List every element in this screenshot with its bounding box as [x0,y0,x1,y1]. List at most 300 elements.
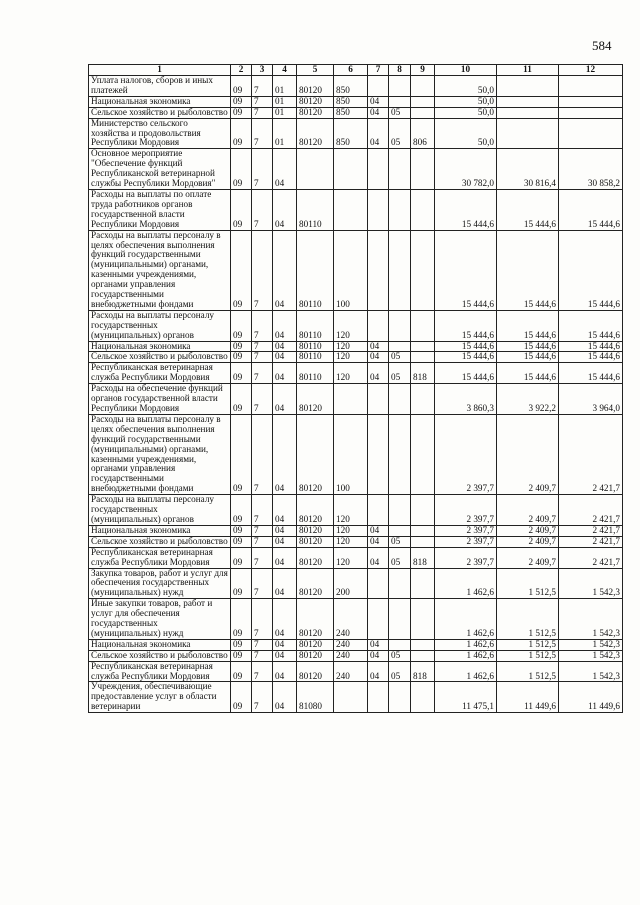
cell-code-subsection [389,384,411,415]
cell-code-section [368,384,389,415]
cell-code-activity: 04 [273,525,297,536]
cell-code-ministry [411,650,435,661]
cell-code-ministry [411,352,435,363]
cell-code-ministry [411,639,435,650]
cell-amount-year-3 [559,76,623,97]
cell-code-activity: 04 [273,639,297,650]
cell-code-direction: 81080 [297,682,334,713]
cell-code-expense-type: 850 [334,107,368,118]
cell-code-section [368,189,389,230]
cell-amount-year-1: 15 444,6 [435,363,497,384]
cell-amount-year-1: 2 397,7 [435,547,497,568]
table-body [89,76,623,713]
cell-code-direction [297,149,334,190]
cell-amount-year-2: 1 512,5 [497,599,559,640]
cell-amount-year-1: 15 444,6 [435,230,497,310]
cell-code-expense-type: 120 [334,495,368,526]
cell-code-expense-type: 850 [334,118,368,149]
cell-code-section: 04 [368,650,389,661]
cell-code-direction: 80120 [297,76,334,97]
cell-code-subsection [389,230,411,310]
cell-item-name: Сельское хозяйство и рыболовство [89,352,231,363]
cell-code-program: 09 [231,107,252,118]
cell-item-name: Расходы на выплаты персоналу государственных (муниципальных) органов [89,310,231,341]
cell-item-name: Национальная экономика [89,639,231,650]
cell-code-section: 04 [368,363,389,384]
cell-amount-year-3: 3 964,0 [559,384,623,415]
budget-table [88,64,623,713]
cell-amount-year-3: 2 421,7 [559,536,623,547]
cell-amount-year-2 [497,76,559,97]
cell-code-subprogram: 7 [252,363,273,384]
page-number: 584 [592,38,612,53]
cell-code-ministry [411,525,435,536]
cell-item-name: Расходы на выплаты по оплате труда работников органов государственной власти Республики Мордовия [89,189,231,230]
cell-code-direction: 80120 [297,639,334,650]
cell-code-subsection [389,76,411,97]
cell-code-subprogram: 7 [252,107,273,118]
cell-amount-year-1: 3 860,3 [435,384,497,415]
cell-amount-year-1: 15 444,6 [435,352,497,363]
column-header-2: 2 [231,65,252,76]
cell-code-direction: 80110 [297,189,334,230]
cell-amount-year-1: 50,0 [435,107,497,118]
cell-code-expense-type: 120 [334,525,368,536]
cell-code-section [368,230,389,310]
cell-code-activity: 04 [273,495,297,526]
cell-amount-year-3 [559,118,623,149]
cell-amount-year-2: 2 409,7 [497,495,559,526]
cell-code-ministry [411,189,435,230]
cell-code-direction: 80110 [297,310,334,341]
cell-code-ministry: 818 [411,547,435,568]
cell-amount-year-2 [497,107,559,118]
cell-code-subsection [389,189,411,230]
cell-amount-year-1: 1 462,6 [435,650,497,661]
cell-code-activity: 04 [273,352,297,363]
cell-code-ministry: 818 [411,661,435,682]
cell-code-activity: 01 [273,96,297,107]
cell-code-activity: 04 [273,599,297,640]
cell-code-subprogram: 7 [252,639,273,650]
cell-code-ministry [411,230,435,310]
cell-item-name: Учреждения, обеспечивающие предоставление услуг в области ветеринарии [89,682,231,713]
column-header-3: 3 [252,65,273,76]
cell-amount-year-3: 2 421,7 [559,495,623,526]
cell-code-activity: 04 [273,568,297,599]
cell-code-program: 09 [231,341,252,352]
cell-item-name: Министерство сельского хозяйства и продовольствия Республики Мордовия [89,118,231,149]
cell-code-program: 09 [231,189,252,230]
cell-code-activity: 04 [273,310,297,341]
table-row [89,96,623,107]
cell-code-program: 09 [231,352,252,363]
cell-amount-year-1: 50,0 [435,118,497,149]
cell-item-name: Сельское хозяйство и рыболовство [89,536,231,547]
table-row [89,547,623,568]
cell-amount-year-3: 15 444,6 [559,363,623,384]
cell-code-expense-type: 240 [334,661,368,682]
cell-amount-year-2: 2 409,7 [497,414,559,494]
cell-amount-year-3: 1 542,3 [559,599,623,640]
cell-amount-year-3: 15 444,6 [559,189,623,230]
cell-code-ministry [411,149,435,190]
table-row [89,495,623,526]
cell-code-ministry [411,568,435,599]
cell-code-activity: 04 [273,341,297,352]
cell-code-direction: 80120 [297,414,334,494]
cell-item-name: Уплата налогов, сборов и иных платежей [89,76,231,97]
cell-amount-year-3: 15 444,6 [559,341,623,352]
cell-code-program: 09 [231,547,252,568]
cell-amount-year-2: 1 512,5 [497,650,559,661]
cell-code-expense-type: 120 [334,310,368,341]
cell-amount-year-2 [497,118,559,149]
cell-amount-year-2: 2 409,7 [497,525,559,536]
cell-code-subsection: 05 [389,661,411,682]
cell-code-ministry [411,599,435,640]
cell-code-subprogram: 7 [252,96,273,107]
cell-code-program: 09 [231,149,252,190]
cell-code-direction: 80120 [297,650,334,661]
cell-item-name: Республиканская ветеринарная служба Республики Мордовия [89,661,231,682]
cell-item-name: Иные закупки товаров, работ и услуг для обеспечения государственных (муниципальных) нужд [89,599,231,640]
cell-amount-year-2: 1 512,5 [497,568,559,599]
cell-code-program: 09 [231,310,252,341]
cell-code-subprogram: 7 [252,149,273,190]
cell-code-program: 09 [231,96,252,107]
cell-amount-year-1: 1 462,6 [435,568,497,599]
cell-code-subprogram: 7 [252,414,273,494]
table-row [89,650,623,661]
cell-code-ministry [411,96,435,107]
column-header-5: 5 [297,65,334,76]
cell-code-activity: 04 [273,363,297,384]
cell-code-subsection: 05 [389,118,411,149]
cell-item-name: Расходы на выплаты персоналу государственных (муниципальных) органов [89,495,231,526]
cell-code-program: 09 [231,650,252,661]
column-header-12: 12 [559,65,623,76]
table-row [89,536,623,547]
cell-code-direction: 80120 [297,495,334,526]
cell-amount-year-1: 1 462,6 [435,599,497,640]
cell-code-ministry [411,107,435,118]
cell-code-ministry: 806 [411,118,435,149]
cell-item-name: Основное мероприятие "Обеспечение функций Республиканской ветеринарной службы Республики Мордовия" [89,149,231,190]
cell-amount-year-2: 1 512,5 [497,639,559,650]
column-header-9: 9 [411,65,435,76]
cell-code-activity: 01 [273,107,297,118]
cell-item-name: Сельское хозяйство и рыболовство [89,650,231,661]
cell-code-expense-type: 240 [334,599,368,640]
cell-code-activity: 04 [273,650,297,661]
cell-code-activity: 01 [273,118,297,149]
table-row [89,599,623,640]
cell-amount-year-1: 1 462,6 [435,661,497,682]
cell-item-name: Расходы на выплаты персоналу в целях обеспечения выполнения функций государственными (муниципальными) органами, казенными учреждениями, органами управления государственными внебюджетными фондами [89,230,231,310]
cell-code-direction: 80110 [297,341,334,352]
cell-code-section: 04 [368,107,389,118]
cell-code-section: 04 [368,118,389,149]
cell-amount-year-3: 1 542,3 [559,568,623,599]
cell-code-program: 09 [231,230,252,310]
cell-code-subsection [389,495,411,526]
cell-code-direction: 80120 [297,599,334,640]
cell-amount-year-1: 30 782,0 [435,149,497,190]
cell-amount-year-1: 11 475,1 [435,682,497,713]
cell-amount-year-2: 1 512,5 [497,661,559,682]
cell-amount-year-2: 15 444,6 [497,310,559,341]
cell-code-direction: 80120 [297,96,334,107]
cell-amount-year-1: 2 397,7 [435,495,497,526]
table-row [89,568,623,599]
cell-code-activity: 04 [273,682,297,713]
cell-code-direction: 80120 [297,568,334,599]
cell-code-subprogram: 7 [252,650,273,661]
cell-amount-year-2: 2 409,7 [497,536,559,547]
cell-code-section [368,682,389,713]
cell-code-direction: 80120 [297,547,334,568]
cell-amount-year-3: 30 858,2 [559,149,623,190]
cell-code-activity: 04 [273,414,297,494]
cell-code-subprogram: 7 [252,682,273,713]
cell-amount-year-3 [559,96,623,107]
cell-code-expense-type: 100 [334,414,368,494]
cell-amount-year-1: 2 397,7 [435,414,497,494]
cell-amount-year-1: 15 444,6 [435,310,497,341]
cell-code-subsection [389,414,411,494]
header-row [89,65,623,76]
cell-code-expense-type: 120 [334,547,368,568]
cell-amount-year-3: 1 542,3 [559,639,623,650]
table-row [89,525,623,536]
cell-code-subprogram: 7 [252,525,273,536]
cell-code-subsection [389,341,411,352]
cell-code-ministry [411,414,435,494]
cell-amount-year-2: 15 444,6 [497,230,559,310]
cell-code-subsection: 05 [389,547,411,568]
cell-amount-year-1: 2 397,7 [435,525,497,536]
cell-code-section: 04 [368,352,389,363]
cell-code-direction: 80110 [297,352,334,363]
cell-code-subsection: 05 [389,107,411,118]
column-header-10: 10 [435,65,497,76]
table-row [89,341,623,352]
cell-code-program: 09 [231,525,252,536]
cell-code-expense-type [334,189,368,230]
cell-code-subprogram: 7 [252,310,273,341]
cell-code-subsection: 05 [389,650,411,661]
table-row [89,149,623,190]
cell-amount-year-1: 15 444,6 [435,341,497,352]
table-row [89,363,623,384]
cell-code-expense-type: 240 [334,639,368,650]
cell-code-ministry: 818 [411,363,435,384]
cell-code-expense-type [334,682,368,713]
cell-code-expense-type: 850 [334,76,368,97]
cell-amount-year-2: 15 444,6 [497,189,559,230]
cell-amount-year-3: 15 444,6 [559,230,623,310]
cell-code-program: 09 [231,599,252,640]
cell-code-expense-type: 240 [334,650,368,661]
cell-code-subprogram: 7 [252,76,273,97]
cell-item-name: Национальная экономика [89,96,231,107]
table-row [89,352,623,363]
cell-amount-year-2 [497,96,559,107]
cell-code-subprogram: 7 [252,495,273,526]
cell-code-section: 04 [368,536,389,547]
cell-code-program: 09 [231,536,252,547]
cell-code-direction: 80120 [297,118,334,149]
cell-code-direction: 80120 [297,384,334,415]
cell-amount-year-1: 50,0 [435,96,497,107]
cell-amount-year-1: 15 444,6 [435,189,497,230]
cell-code-ministry [411,495,435,526]
cell-code-program: 09 [231,682,252,713]
cell-code-section: 04 [368,661,389,682]
column-header-8: 8 [389,65,411,76]
cell-amount-year-3: 15 444,6 [559,352,623,363]
table-row [89,230,623,310]
cell-amount-year-3: 1 542,3 [559,650,623,661]
column-header-11: 11 [497,65,559,76]
cell-item-name: Сельское хозяйство и рыболовство [89,107,231,118]
cell-code-expense-type: 200 [334,568,368,599]
cell-code-activity: 04 [273,189,297,230]
cell-amount-year-2: 15 444,6 [497,352,559,363]
cell-amount-year-2: 15 444,6 [497,341,559,352]
cell-code-ministry [411,341,435,352]
cell-code-activity: 04 [273,661,297,682]
cell-code-subsection: 05 [389,536,411,547]
cell-code-section [368,76,389,97]
cell-code-direction: 80120 [297,661,334,682]
cell-code-expense-type: 100 [334,230,368,310]
cell-code-program: 09 [231,414,252,494]
cell-code-section: 04 [368,525,389,536]
cell-code-subsection: 05 [389,352,411,363]
cell-code-program: 09 [231,639,252,650]
cell-code-subsection: 05 [389,363,411,384]
cell-code-expense-type [334,384,368,415]
cell-code-direction: 80120 [297,525,334,536]
cell-code-subsection [389,96,411,107]
cell-code-subsection [389,149,411,190]
cell-code-expense-type: 850 [334,96,368,107]
cell-code-subprogram: 7 [252,341,273,352]
table-row [89,189,623,230]
cell-code-expense-type: 120 [334,352,368,363]
cell-code-section: 04 [368,547,389,568]
cell-code-section [368,414,389,494]
cell-code-subprogram: 7 [252,547,273,568]
table-row [89,414,623,494]
cell-code-activity: 04 [273,536,297,547]
cell-code-subsection [389,568,411,599]
cell-code-section [368,599,389,640]
table-row [89,661,623,682]
cell-code-ministry [411,536,435,547]
cell-code-subprogram: 7 [252,384,273,415]
cell-amount-year-3 [559,107,623,118]
cell-amount-year-2: 15 444,6 [497,363,559,384]
cell-amount-year-3: 11 449,6 [559,682,623,713]
cell-item-name: Национальная экономика [89,525,231,536]
cell-code-expense-type [334,149,368,190]
cell-code-subprogram: 7 [252,230,273,310]
cell-item-name: Республиканская ветеринарная служба Республики Мордовия [89,547,231,568]
cell-code-program: 09 [231,495,252,526]
table-row [89,118,623,149]
cell-code-activity: 04 [273,149,297,190]
cell-code-program: 09 [231,384,252,415]
cell-code-section [368,568,389,599]
column-header-7: 7 [368,65,389,76]
column-header-6: 6 [334,65,368,76]
cell-amount-year-3: 2 421,7 [559,547,623,568]
cell-code-subsection [389,525,411,536]
cell-amount-year-1: 50,0 [435,76,497,97]
table-row [89,310,623,341]
cell-code-expense-type: 120 [334,341,368,352]
cell-amount-year-1: 1 462,6 [435,639,497,650]
cell-item-name: Национальная экономика [89,341,231,352]
cell-code-ministry [411,384,435,415]
column-header-1: 1 [89,65,231,76]
cell-code-program: 09 [231,568,252,599]
cell-code-expense-type: 120 [334,363,368,384]
cell-code-ministry [411,682,435,713]
cell-code-direction: 80120 [297,536,334,547]
column-header-4: 4 [273,65,297,76]
cell-code-subsection [389,599,411,640]
cell-amount-year-3: 2 421,7 [559,525,623,536]
cell-code-expense-type: 120 [334,536,368,547]
table-row [89,384,623,415]
cell-code-direction: 80120 [297,107,334,118]
cell-code-program: 09 [231,363,252,384]
cell-code-activity: 01 [273,76,297,97]
cell-amount-year-1: 2 397,7 [435,536,497,547]
cell-code-section [368,495,389,526]
cell-amount-year-2: 30 816,4 [497,149,559,190]
cell-code-activity: 04 [273,230,297,310]
cell-code-section [368,310,389,341]
cell-code-subprogram: 7 [252,599,273,640]
cell-code-activity: 04 [273,384,297,415]
table-row [89,76,623,97]
table-row [89,639,623,650]
cell-code-subprogram: 7 [252,118,273,149]
cell-code-subsection [389,310,411,341]
cell-item-name: Расходы на выплаты персоналу в целях обеспечения выполнения функций государственными (муниципальными) органами, казенными учреждениями, органами управления государственными внебюджетными фондами [89,414,231,494]
cell-code-program: 09 [231,76,252,97]
cell-amount-year-3: 1 542,3 [559,661,623,682]
cell-code-section [368,149,389,190]
cell-item-name: Закупка товаров, работ и услуг для обеспечения государственных (муниципальных) нужд [89,568,231,599]
cell-code-direction: 80110 [297,363,334,384]
table-row [89,107,623,118]
table-row [89,682,623,713]
cell-code-direction: 80110 [297,230,334,310]
cell-amount-year-2: 11 449,6 [497,682,559,713]
cell-code-section: 04 [368,341,389,352]
cell-code-ministry [411,76,435,97]
cell-amount-year-2: 2 409,7 [497,547,559,568]
cell-code-subprogram: 7 [252,568,273,599]
cell-code-program: 09 [231,118,252,149]
cell-code-subprogram: 7 [252,661,273,682]
